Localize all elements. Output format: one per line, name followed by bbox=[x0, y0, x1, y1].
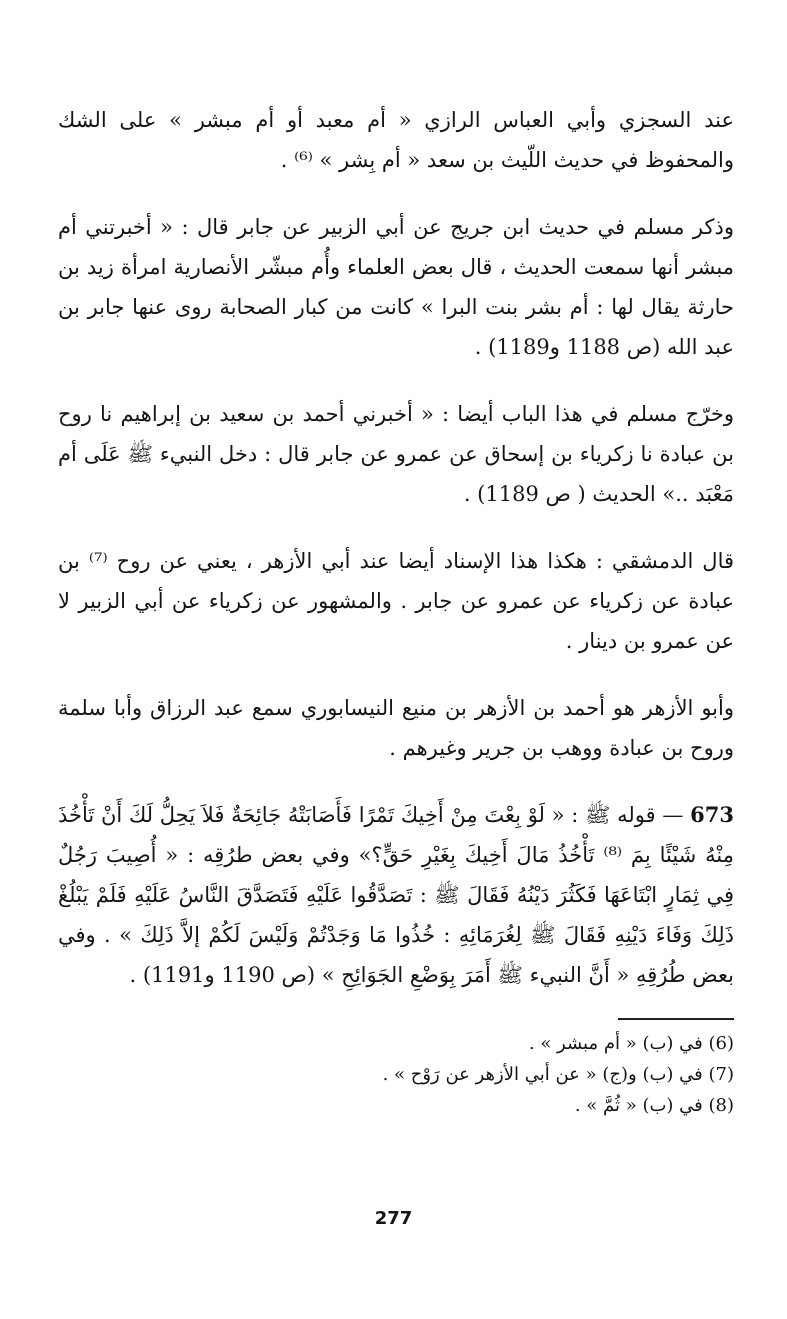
hadith-number: 673 bbox=[690, 802, 734, 827]
footnote-divider bbox=[618, 1018, 734, 1020]
page-body bbox=[58, 100, 734, 995]
paragraph-2: وذكر مسلم في حديث ابن جريج عن أبي الزبير عن جابر قال : « أخبرتني أم مبشر أنها سمعت الحديث ، قال بعض العلماء وأُم مبشّر الأنصارية امرأة زيد بن حارثة يقال لها : أم بشر بنت البرا » كانت من كبار الصحابة روى عنها جابر بن عبد الله (ص 1188 و1189) . bbox=[58, 215, 734, 359]
hadith-paragraph bbox=[58, 795, 734, 995]
footnote-8: (8) في (ب) « ثُمَّ » . bbox=[574, 1095, 734, 1116]
page-number: 277 bbox=[374, 1208, 413, 1229]
paragraph-3: وخرّج مسلم في هذا الباب أيضا : « أخبرني أحمد بن سعيد بن إبراهيم نا روح بن عبادة نا زكرياء بن إسحاق عن عمرو عن جابر قال : دخل النبيء ﷺ عَلَى أم مَعْبَد ..» الحديث ( ص 1189) . bbox=[58, 402, 734, 506]
paragraph-4: قال الدمشقي : هكذا هذا الإسناد أيضا عند أبي الأزهر ، يعني عن روح ⁽⁷⁾ بن عبادة عن زكرياء عن عمرو عن جابر . والمشهور عن زكرياء عن أبي الزبير لا عن عمرو بن دينار . bbox=[58, 549, 735, 653]
footnotes bbox=[300, 1028, 734, 1121]
footnote-7: (7) في (ب) و(ج) « عن أبي الأزهر عن رَوْح » . bbox=[382, 1064, 734, 1085]
footnote-6: (6) في (ب) « أم مبشر » . bbox=[528, 1033, 734, 1054]
hadith-text: — قوله ﷺ : « لَوْ بِعْتَ مِنْ أَخِيكَ تَمْرًا فَأَصَابَتْهُ جَائِحَةٌ فَلاَ يَحِلُّ لَكَ أَنْ تَأْخُذَ مِنْهُ شَيْئًا بِمَ ⁽⁸⁾ تَأْخُذُ مَالَ أَخِيكَ بِغَيْرِ حَقٍّ؟» وفي بعض طرُقِه : « أُصِيبَ رَجُلٌ فِي ثِمَارٍ ابْتَاعَهَا فَكَثُرَ دَيْنُهُ فَقَالَ ﷺ : تَصَدَّقُوا عَلَيْهِ فَتَصَدَّقَ النَّاسُ عَلَيْهِ فَلَمْ يَبْلُغْ ذَلِكَ وَفَاءَ دَيْنِهِ فَقَالَ ﷺ لِغُرَمَائِهِ : خُذُوا مَا وَجَدْتُمْ وَلَيْسَ لَكُمْ إلاَّ ذَلِكَ » . وفي بعض طُرُقِهِ « أَنَّ النبيء ﷺ أَمَرَ بِوَضْعِ الجَوَائِحِ » (ص 1190 و1191) . bbox=[58, 803, 734, 987]
paragraph-1: عند السجزي وأبي العباس الرازي « أم معبد أو أم مبشر » على الشك والمحفوظ في حديث اللّيث بن سعد « أم بِشر » ⁽⁶⁾ . bbox=[58, 108, 734, 172]
paragraph-5: وأبو الأزهر هو أحمد بن الأزهر بن منيع النيسابوري سمع عبد الرزاق وأبا سلمة وروح بن عبادة ووهب بن جرير وغيرهم . bbox=[58, 696, 734, 760]
